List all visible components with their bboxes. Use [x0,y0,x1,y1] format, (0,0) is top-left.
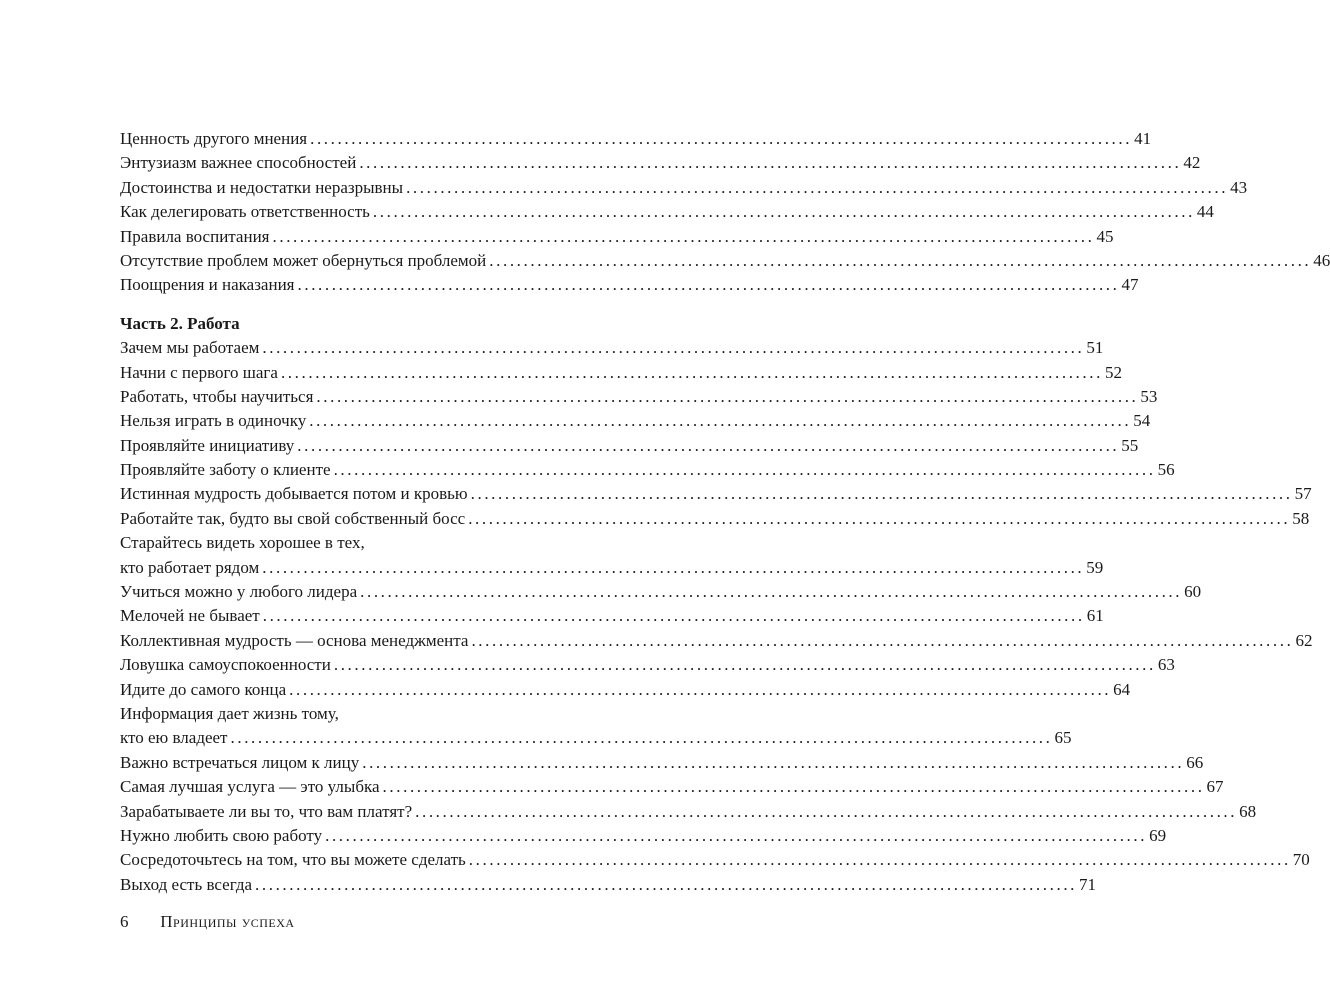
toc-entry-page: 65 [1054,728,1072,748]
dot-leader: ........................................................................................................................ [471,630,1294,650]
dot-leader: ........................................................................................................................ [468,850,1291,870]
toc-entry-title: Работать, чтобы научиться [120,386,314,406]
toc-entry-page: 68 [1239,801,1257,821]
dot-leader: ........................................................................................................................ [262,557,1085,577]
toc-entry[interactable] [120,434,1139,458]
toc-entry-title: Выход есть всегда [120,874,253,894]
dot-leader: ........................................................................................................................ [297,435,1120,455]
toc-entry-title: Проявляйте заботу о клиенте [120,460,331,480]
toc-entry-page: 51 [1086,338,1104,358]
toc-entry-title: Нельзя играть в одиночку [120,411,307,431]
toc-entry[interactable] [120,800,1257,824]
toc-entry-page: 69 [1149,825,1167,845]
table-of-contents [120,127,1330,897]
dot-leader: ........................................................................................................................ [230,728,1053,748]
toc-entry[interactable] [120,176,1248,200]
dot-leader: ........................................................................................................................ [360,582,1183,602]
toc-entry[interactable] [120,848,1310,872]
toc-entry-page: 44 [1196,202,1214,222]
dot-leader: ........................................................................................................................ [272,226,1095,246]
toc-entry-page: 62 [1295,630,1313,650]
toc-entry-page: 42 [1183,153,1201,173]
toc-entry-title: Зачем мы работаем [120,338,260,358]
toc-entry-title: Работайте так, будто вы свой собственный босс [120,508,466,528]
toc-entry[interactable] [120,273,1139,297]
toc-entry-page: 71 [1079,874,1097,894]
toc-entry-page: 43 [1230,177,1248,197]
dot-leader: ........................................................................................................................ [333,655,1156,675]
toc-entry-title: кто работает рядом [120,557,260,577]
toc-entry-title: Идите до самого конца [120,679,287,699]
toc-entry[interactable] [120,336,1104,360]
toc-entry-page: 63 [1157,655,1175,675]
dot-leader: ........................................................................................................................ [468,508,1291,528]
dot-leader: ........................................................................................................................ [255,874,1078,894]
dot-leader: ........................................................................................................................ [309,411,1132,431]
dot-leader: ........................................................................................................................ [325,825,1148,845]
toc-entry[interactable] [120,824,1167,848]
toc-entry-page: 59 [1086,557,1104,577]
dot-leader: ........................................................................................................................ [470,484,1293,504]
toc-entry[interactable] [120,151,1201,175]
toc-entry-page: 66 [1186,752,1204,772]
toc-entry-title: Как делегировать ответственность [120,202,370,222]
dot-leader: ........................................................................................................................ [297,275,1120,295]
toc-entry-page: 60 [1184,582,1202,602]
toc-entry-title: Самая лучшая услуга — это улыбка [120,777,380,797]
toc-entry-title: Мелочей не бывает [120,606,260,626]
toc-entry-title: Проявляйте инициативу [120,435,295,455]
toc-entry[interactable] [120,556,1104,580]
toc-entry-title: Отсутствие проблем может обернуться проблемой [120,250,487,270]
dot-leader: ........................................................................................................................ [333,460,1156,480]
dot-leader: ........................................................................................................................ [289,679,1112,699]
section-heading: Часть 2. Работа [120,313,240,333]
dot-leader: ........................................................................................................................ [382,777,1205,797]
toc-entry[interactable] [120,629,1313,653]
toc-entry[interactable] [120,580,1202,604]
toc-entry-page: 55 [1121,435,1139,455]
toc-entry-title: Сосредоточьтесь на том, что вы можете сделать [120,850,466,870]
dot-leader: ........................................................................................................................ [262,606,1085,626]
toc-entry-page: 54 [1133,411,1151,431]
toc-entry-page: 56 [1157,460,1175,480]
toc-entry-page: 47 [1121,275,1139,295]
toc-entry-title: Поощрения и наказания [120,275,295,295]
toc-entry[interactable] [120,507,1310,531]
dot-leader: ........................................................................................................................ [262,338,1085,358]
dot-leader: ........................................................................................................................ [359,153,1182,173]
toc-entry[interactable] [120,726,1072,750]
toc-part1-list [120,127,1330,298]
toc-entry-title-line: Старайтесь видеть хорошее в тех, [120,533,365,553]
toc-entry-page: 45 [1096,226,1114,246]
toc-entry-page: 67 [1206,777,1224,797]
toc-entry-title: Коллективная мудрость — основа менеджмента [120,630,469,650]
toc-entry-title: Учиться можно у любого лидера [120,582,358,602]
dot-leader: ........................................................................................................................ [310,129,1133,148]
toc-entry-page: 46 [1313,250,1330,270]
running-title: Принципы успеха [160,912,295,931]
toc-entry-title: Важно встречаться лицом к лицу [120,752,360,772]
toc-entry-page: 53 [1140,386,1158,406]
toc-entry-page: 52 [1104,362,1122,382]
toc-entry-title: Достоинства и недостатки неразрывны [120,177,404,197]
toc-entry-title: Ловушка самоуспокоенности [120,655,331,675]
dot-leader: ........................................................................................................................ [316,386,1139,406]
toc-entry-title: Ценность другого мнения [120,129,308,148]
toc-entry-title: Правила воспитания [120,226,270,246]
page-number: 6 [120,912,129,931]
toc-entry-page: 64 [1113,679,1131,699]
page-footer [120,910,295,934]
toc-entry[interactable] [120,127,1152,151]
toc-entry-title: Истинная мудрость добывается потом и кровью [120,484,468,504]
toc-entry[interactable] [120,361,1122,385]
toc-entry-page: 61 [1086,606,1104,626]
toc-entry-title: Начни с первого шага [120,362,278,382]
toc-entry-title: Зарабатываете ли вы то, что вам платят? [120,801,413,821]
dot-leader: ........................................................................................................................ [415,801,1238,821]
toc-entry[interactable] [120,482,1312,506]
toc-entry-title: Нужно любить свою работу [120,825,323,845]
toc-part2-list [120,336,1313,897]
dot-leader: ........................................................................................................................ [362,752,1185,772]
toc-entry-title: кто ею владеет [120,728,228,748]
toc-entry-page: 57 [1294,484,1312,504]
toc-entry[interactable] [120,775,1224,799]
toc-entry[interactable] [120,385,1158,409]
dot-leader: ........................................................................................................................ [280,362,1103,382]
dot-leader: ........................................................................................................................ [489,250,1312,270]
toc-entry[interactable] [120,225,1114,249]
toc-entry[interactable] [120,458,1175,482]
toc-entry-title-line: Информация дает жизнь тому, [120,703,339,723]
toc-entry[interactable] [120,678,1131,702]
toc-entry[interactable] [120,653,1175,677]
toc-entry-page: 58 [1292,508,1310,528]
toc-entry-title: Энтузиазм важнее способностей [120,153,357,173]
toc-entry[interactable] [120,604,1104,628]
dot-leader: ........................................................................................................................ [406,177,1229,197]
dot-leader: ........................................................................................................................ [372,202,1195,222]
toc-entry[interactable] [120,751,1204,775]
toc-entry[interactable] [120,200,1214,224]
toc-entry[interactable] [120,249,1330,273]
toc-entry[interactable] [120,409,1151,433]
toc-entry[interactable] [120,873,1097,897]
toc-entry-page: 41 [1134,129,1152,148]
toc-entry-page: 70 [1292,850,1310,870]
